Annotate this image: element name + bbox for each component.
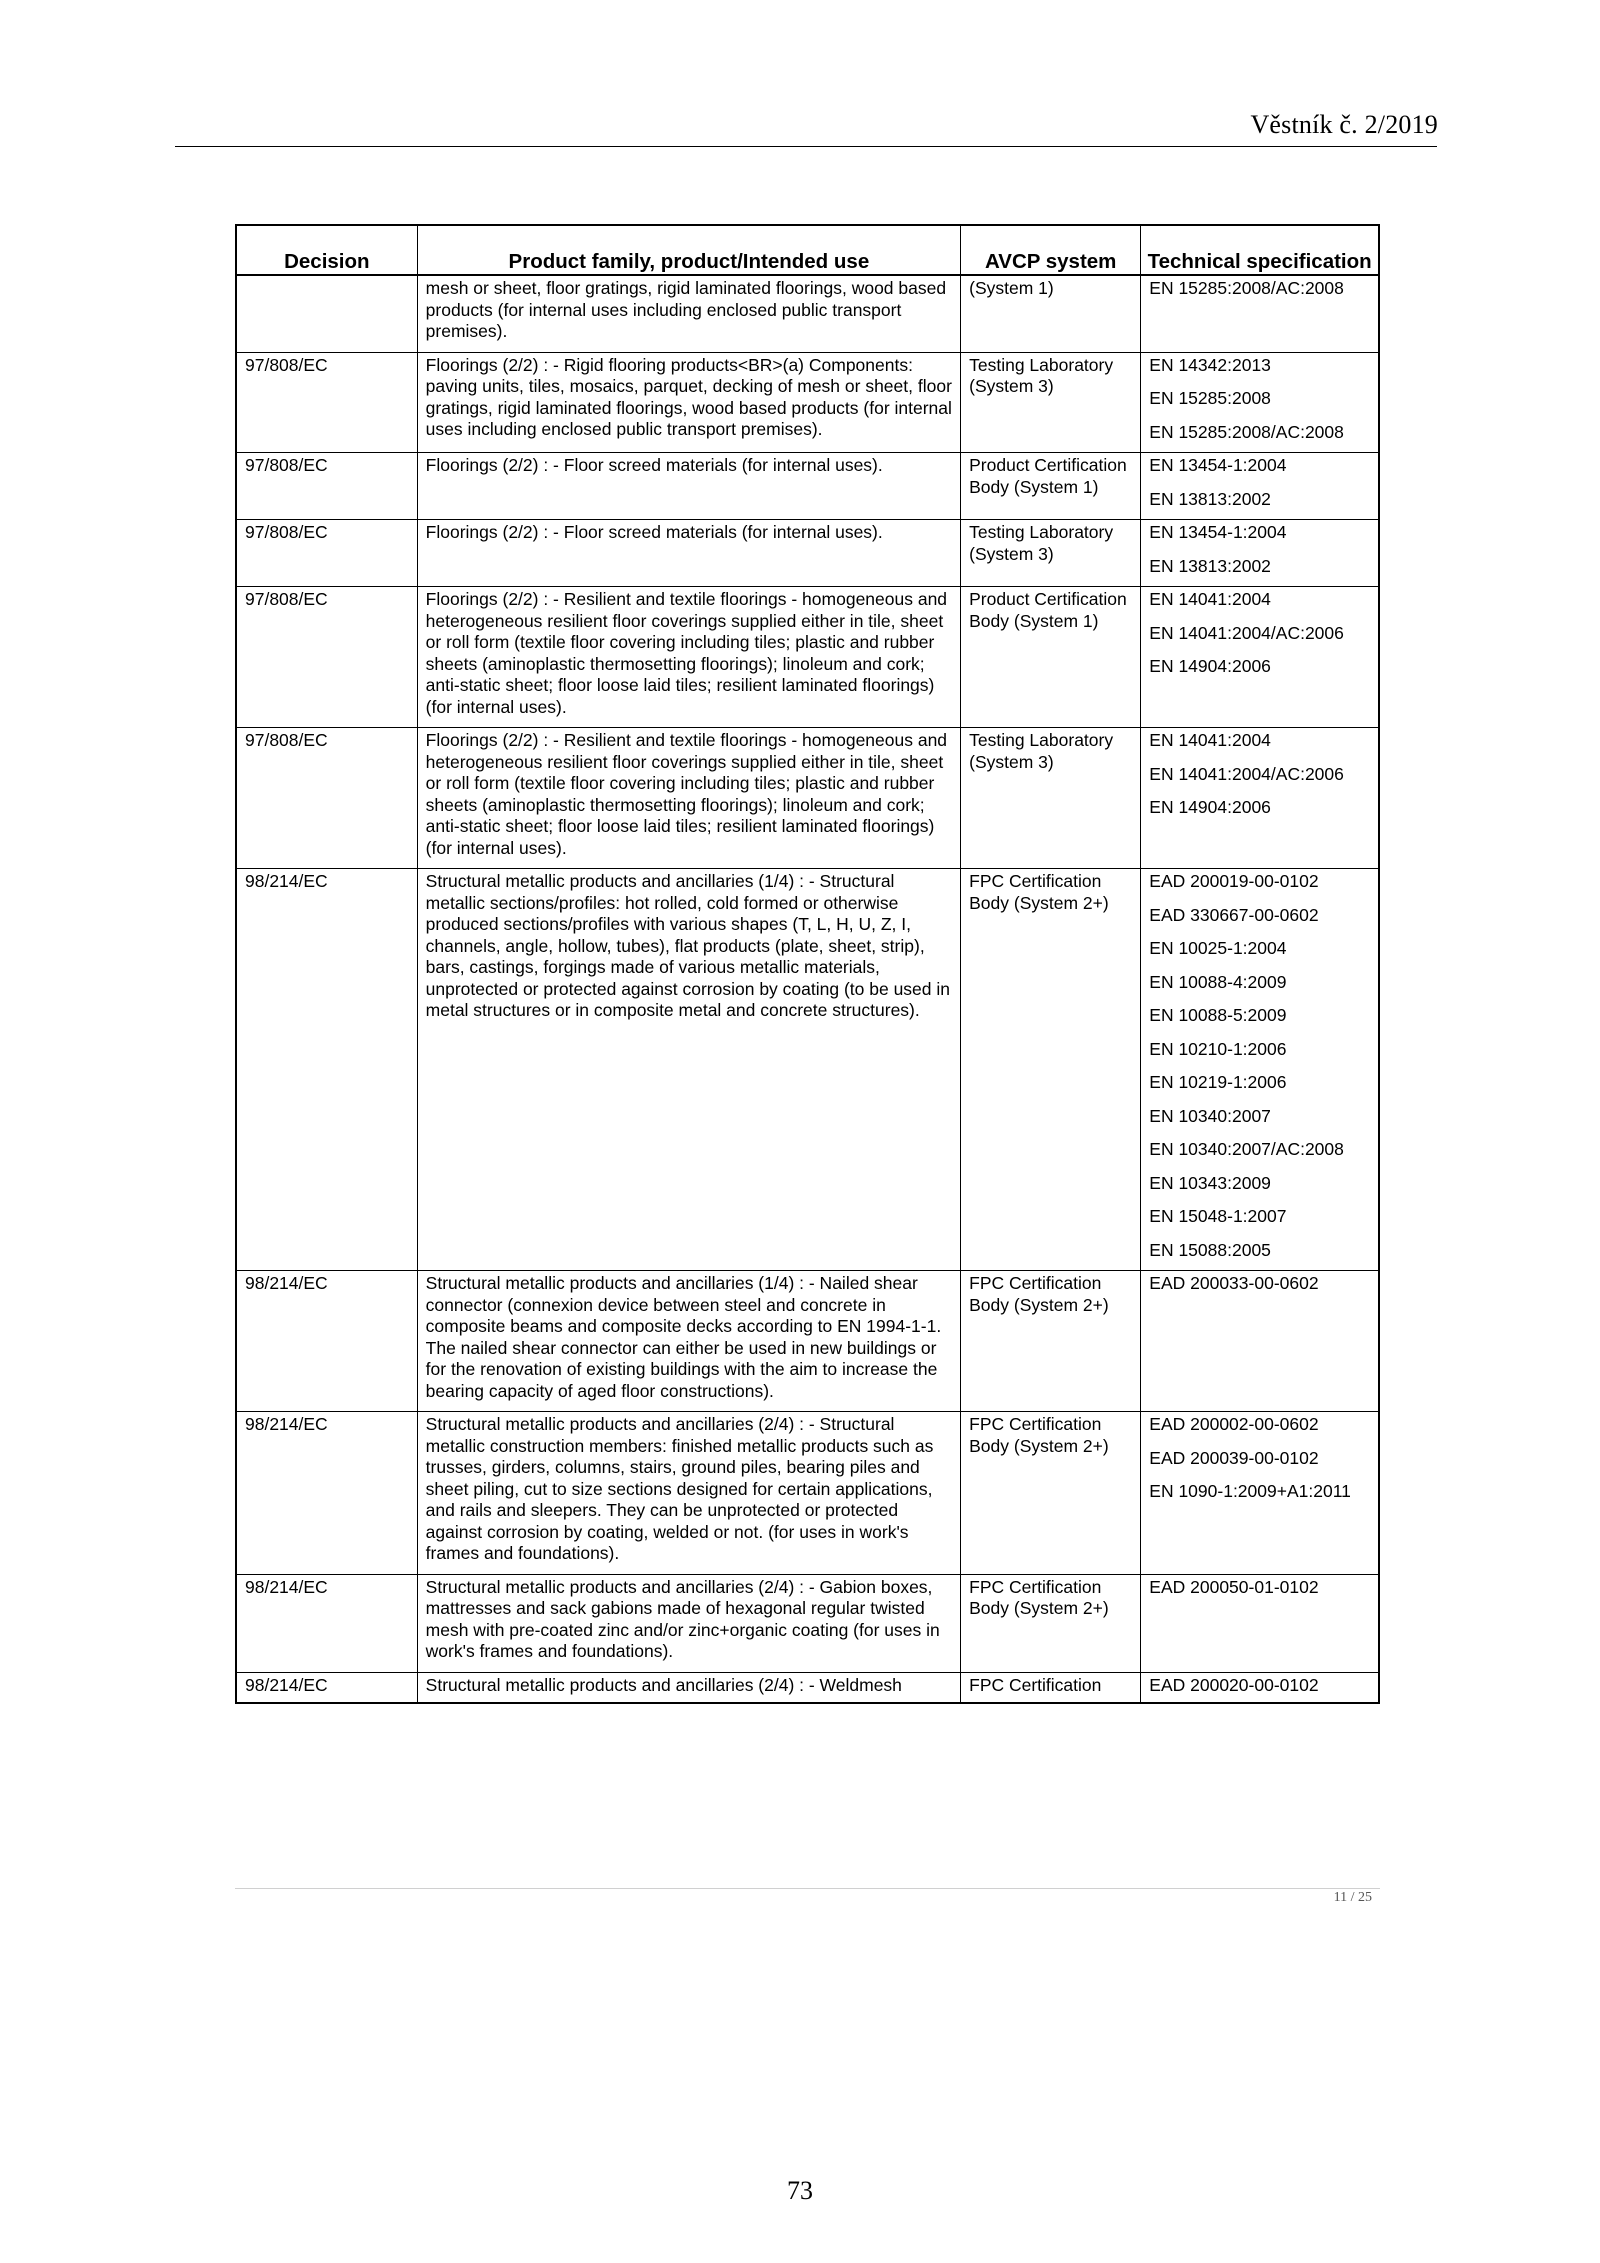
avcp-cell: FPC Certification Body (System 2+) xyxy=(961,1412,1141,1575)
product-cell: Floorings (2/2) : - Floor screed materials (for internal uses). xyxy=(417,453,960,520)
decision-cell: 98/214/EC xyxy=(237,1271,417,1412)
decision-cell: 97/808/EC xyxy=(237,453,417,520)
specification-item: EN 10088-4:2009 xyxy=(1149,971,1287,992)
product-cell: mesh or sheet, floor gratings, rigid laminated floorings, wood based products (for internal uses including enclosed public transport premises). xyxy=(417,275,960,352)
table-row xyxy=(237,275,1378,352)
product-cell: Floorings (2/2) : - Floor screed materials (for internal uses). xyxy=(417,520,960,587)
avcp-cell: FPC Certification Body (System 2+) xyxy=(961,1574,1141,1672)
specification-item: EN 14904:2006 xyxy=(1149,797,1271,817)
column-header-specification: Technical specification xyxy=(1141,226,1378,275)
specification-item: EN 10343:2009 xyxy=(1149,1172,1271,1193)
decision-cell: 97/808/EC xyxy=(237,728,417,869)
specification-cell xyxy=(1141,587,1378,728)
table-body xyxy=(237,275,1378,1702)
specification-item: EAD 200050-01-0102 xyxy=(1149,1576,1319,1597)
avcp-cell: Product Certification Body (System 1) xyxy=(961,587,1141,728)
decision-cell xyxy=(237,275,417,352)
column-header-product: Product family, product/Intended use xyxy=(417,226,960,275)
specification-item: EAD 200002-00-0602 xyxy=(1149,1414,1319,1434)
specification-item: EN 15285:2008/AC:2008 xyxy=(1149,278,1344,298)
specification-cell xyxy=(1141,352,1378,453)
decision-cell: 97/808/EC xyxy=(237,587,417,728)
specification-item: EAD 330667-00-0602 xyxy=(1149,904,1319,925)
specification-item: EAD 200019-00-0102 xyxy=(1149,871,1319,891)
table-row xyxy=(237,453,1378,520)
specification-cell xyxy=(1141,1271,1378,1412)
table xyxy=(237,226,1378,1702)
specification-cell xyxy=(1141,728,1378,869)
specification-item: EN 13454-1:2004 xyxy=(1149,455,1287,475)
specification-item: EN 14041:2004 xyxy=(1149,730,1271,750)
specification-item: EAD 200020-00-0102 xyxy=(1149,1674,1319,1695)
specification-item: EN 14041:2004 xyxy=(1149,589,1271,609)
decision-cell: 98/214/EC xyxy=(237,1672,417,1702)
specification-cell xyxy=(1141,453,1378,520)
avcp-cell: (System 1) xyxy=(961,275,1141,352)
specification-item: EN 14904:2006 xyxy=(1149,656,1271,676)
product-cell: Structural metallic products and ancillaries (1/4) : - Nailed shear connector (connexion device between steel and concrete in composite beams and composite decks according to EN 1994-1-1. The nailed shear connector can either be used in new buildings or for the renovation of existing buildings with the aim to increase the bearing capacity of aged floor constructions). xyxy=(417,1271,960,1412)
footer-page-of: 11 / 25 xyxy=(1333,1890,1372,1905)
avcp-cell: FPC Certification Body (System 2+) xyxy=(961,1271,1141,1412)
table-row xyxy=(237,520,1378,587)
specification-item: EN 15048-1:2007 xyxy=(1149,1206,1287,1226)
decision-cell: 97/808/EC xyxy=(237,520,417,587)
specification-cell xyxy=(1141,1412,1378,1575)
specification-item: EN 15285:2008/AC:2008 xyxy=(1149,421,1344,442)
product-cell: Structural metallic products and ancillaries (2/4) : - Structural metallic construction members: finished metallic products such as trusses, girders, columns, stairs, ground piles, bearing piles and sheet piling, cut to size sections designed for certain applications, and rails and sleepers. They can be unprotected or protected against corrosion by coating, welded or not. (for uses in work's frames and foundations). xyxy=(417,1412,960,1575)
specification-item: EAD 200033-00-0602 xyxy=(1149,1273,1319,1293)
specification-item: EAD 200039-00-0102 xyxy=(1149,1447,1319,1468)
page-number: 73 xyxy=(787,2176,813,2205)
table-row xyxy=(237,1574,1378,1672)
header-rule xyxy=(175,146,1437,147)
footer-rule xyxy=(235,1888,1380,1889)
product-cell: Floorings (2/2) : - Rigid flooring products<BR>(a) Components: paving units, tiles, mosaics, parquet, decking of mesh or sheet, floor gratings, rigid laminated floorings, wood based products (for internal uses including enclosed public transport premises). xyxy=(417,352,960,453)
table-row xyxy=(237,869,1378,1271)
table-row xyxy=(237,352,1378,453)
product-cell: Floorings (2/2) : - Resilient and textile floorings - homogeneous and heterogeneous resilient floor coverings supplied either in tile, sheet or roll form (textile floor covering including tiles; plastic and rubber sheets (aminoplastic thermosetting floorings); linoleum and cork; anti-static sheet; floor loose laid tiles; resilient laminated floorings) (for internal uses). xyxy=(417,728,960,869)
specification-item: EN 10340:2007/AC:2008 xyxy=(1149,1139,1344,1159)
table-row xyxy=(237,587,1378,728)
decision-cell: 97/808/EC xyxy=(237,352,417,453)
table-row xyxy=(237,1672,1378,1702)
product-cell: Structural metallic products and ancillaries (2/4) : - Gabion boxes, mattresses and sack gabions made of hexagonal regular twisted mesh with pre-coated zinc and/or zinc+organic coating (for uses in work's frames and foundations). xyxy=(417,1574,960,1672)
specification-cell xyxy=(1141,1672,1378,1702)
specification-item: EN 13454-1:2004 xyxy=(1149,522,1287,542)
table-row xyxy=(237,1412,1378,1575)
table-row xyxy=(237,1271,1378,1412)
decision-cell: 98/214/EC xyxy=(237,1574,417,1672)
avcp-cell: Product Certification Body (System 1) xyxy=(961,453,1141,520)
specification-cell xyxy=(1141,1574,1378,1672)
specification-item: EN 14342:2013 xyxy=(1149,354,1271,375)
specification-item: EN 13813:2002 xyxy=(1149,555,1271,576)
specification-item: EN 10210-1:2006 xyxy=(1149,1038,1287,1059)
specification-item: EN 13813:2002 xyxy=(1149,488,1271,509)
specification-cell xyxy=(1141,869,1378,1271)
specification-item: EN 14041:2004/AC:2006 xyxy=(1149,622,1344,643)
specification-item: EN 1090-1:2009+A1:2011 xyxy=(1149,1481,1351,1501)
avcp-cell: Testing Laboratory (System 3) xyxy=(961,728,1141,869)
running-header-title: Věstník č. 2/2019 xyxy=(1250,110,1438,139)
specification-cell xyxy=(1141,520,1378,587)
table-row xyxy=(237,728,1378,869)
specification-item: EN 15285:2008 xyxy=(1149,388,1271,408)
specification-item: EN 10025-1:2004 xyxy=(1149,938,1287,958)
avcp-cell: FPC Certification xyxy=(961,1672,1141,1702)
product-cell: Floorings (2/2) : - Resilient and textile floorings - homogeneous and heterogeneous resilient floor coverings supplied either in tile, sheet or roll form (textile floor covering including tiles; plastic and rubber sheets (aminoplastic thermosetting floorings); linoleum and cork; anti-static sheet; floor loose laid tiles; resilient laminated floorings) (for internal uses). xyxy=(417,587,960,728)
specification-item: EN 10219-1:2006 xyxy=(1149,1072,1287,1092)
specification-item: EN 10088-5:2009 xyxy=(1149,1005,1287,1025)
avcp-cell: Testing Laboratory (System 3) xyxy=(961,352,1141,453)
product-cell: Structural metallic products and ancillaries (1/4) : - Structural metallic sections/profiles: hot rolled, cold formed or otherwise produced sections/profiles with various shapes (T, L, H, U, Z, I, channels, angle, hollow, tubes), flat products (plate, sheet, strip), bars, castings, forgings made of various metallic materials, unprotected or protected against corrosion by coating (to be used in metal structures or in composite metal and concrete structures). xyxy=(417,869,960,1271)
specification-cell xyxy=(1141,275,1378,352)
column-header-avcp: AVCP system xyxy=(961,226,1141,275)
specification-item: EN 14041:2004/AC:2006 xyxy=(1149,763,1344,784)
table-header-row xyxy=(237,226,1378,275)
specification-item: EN 15088:2005 xyxy=(1149,1239,1271,1260)
decision-cell: 98/214/EC xyxy=(237,1412,417,1575)
specification-item: EN 10340:2007 xyxy=(1149,1105,1271,1126)
decision-cell: 98/214/EC xyxy=(237,869,417,1271)
specification-table xyxy=(235,224,1380,1704)
product-cell: Structural metallic products and ancillaries (2/4) : - Weldmesh xyxy=(417,1672,960,1702)
avcp-cell: Testing Laboratory (System 3) xyxy=(961,520,1141,587)
avcp-cell: FPC Certification Body (System 2+) xyxy=(961,869,1141,1271)
column-header-decision: Decision xyxy=(237,226,417,275)
